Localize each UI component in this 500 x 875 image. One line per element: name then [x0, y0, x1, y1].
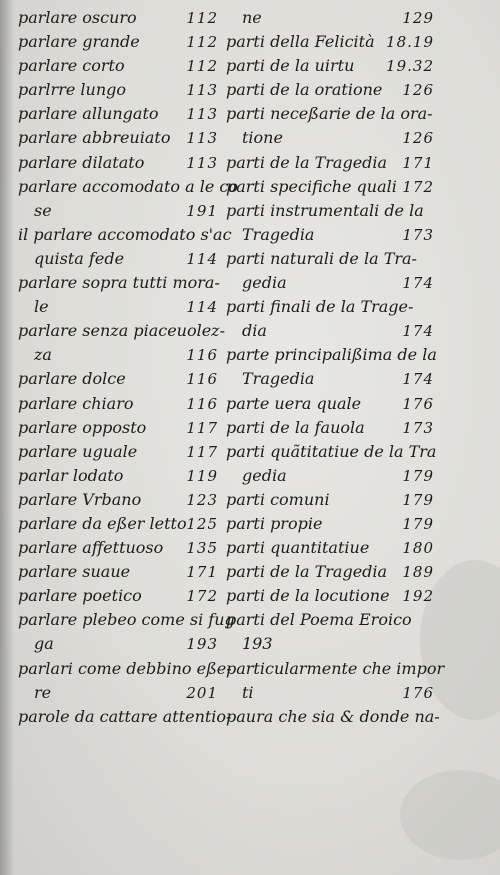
index-entry-page-number: 176 — [402, 394, 434, 413]
index-entry-text: parlare oscuro — [18, 8, 137, 27]
index-entry — [18, 440, 218, 464]
index-entry-page-number: 179 — [402, 514, 434, 533]
index-entry-page-number: 117 — [186, 418, 218, 437]
index-entry-text: parti finali de la Trage- — [226, 297, 414, 317]
index-entry-text: Tragedia — [242, 369, 315, 389]
index-entry — [18, 608, 235, 632]
index-entry — [18, 536, 218, 560]
index-entry — [226, 54, 434, 78]
index-entry-text: gedia — [242, 465, 287, 485]
index-entry — [226, 319, 434, 343]
index-entry — [226, 681, 434, 705]
index-entry — [18, 247, 218, 271]
index-entry-text: parlare plebeo come si fug — [18, 610, 235, 630]
index-entry-text: parti de la uirtu — [226, 56, 355, 76]
index-entry-page-number: 174 — [402, 370, 434, 389]
index-entry — [18, 54, 218, 78]
index-entry-text: parlare senza piaceuolez- — [18, 321, 226, 341]
index-entry-text: 193 — [242, 634, 273, 654]
index-entry-text: parti comuni — [226, 489, 330, 509]
index-entry-text: parti instrumentali de la — [226, 200, 424, 220]
index-entry — [18, 416, 218, 440]
index-entry — [18, 464, 218, 488]
index-entry-page-number: 174 — [402, 322, 434, 341]
index-entry — [226, 271, 434, 295]
index-entry-text: parlari come debbino eße- — [18, 658, 232, 678]
index-entry-text: se — [34, 200, 52, 220]
index-entry-page-number: 114 — [186, 298, 218, 317]
index-entry-text: parlare allungato — [18, 104, 159, 124]
index-entry-page-number: 179 — [402, 466, 434, 485]
index-entry-text: parlare dilatato — [18, 152, 145, 172]
index-entry-text: Tragedia — [242, 224, 315, 244]
index-entry — [18, 78, 218, 102]
index-entry — [226, 295, 434, 319]
index-entry-page-number: 117 — [186, 442, 218, 461]
index-entry — [18, 657, 232, 681]
index-entry — [226, 705, 440, 729]
index-entry-page-number: 135 — [186, 539, 218, 558]
index-entry — [226, 488, 434, 512]
index-entry-page-number: 112 — [186, 57, 218, 76]
index-entry — [226, 102, 434, 126]
index-entry-page-number: 126 — [402, 81, 434, 100]
index-entry — [18, 151, 218, 175]
index-entry-text: tione — [242, 128, 283, 148]
index-entry-page-number: 116 — [186, 346, 218, 365]
index-entry-text: parti de la locutione — [226, 586, 390, 606]
index-entry-text: dia — [242, 321, 267, 341]
index-entry-text: parlrre lungo — [18, 80, 126, 100]
index-entry — [226, 247, 434, 271]
index-entry-page-number: 193 — [186, 635, 218, 654]
index-entry — [18, 175, 239, 199]
index-entry-text: parlare corto — [18, 56, 125, 76]
index-entry-page-number: 116 — [186, 370, 218, 389]
index-entry-page-number: 201 — [186, 683, 218, 702]
index-entry-page-number: 18.19 — [386, 33, 434, 52]
index-entry — [226, 584, 434, 608]
index-entry-page-number: 119 — [186, 466, 218, 485]
index-entry — [18, 584, 218, 608]
index-entry — [226, 175, 434, 199]
index-entry-text: il parlare accomodato s'ac — [18, 224, 232, 244]
index-entry — [226, 392, 434, 416]
index-entry — [18, 392, 218, 416]
index-entry — [18, 560, 218, 584]
index-entry — [18, 705, 232, 729]
index-entry-text: ne — [242, 8, 262, 27]
index-entry-text: parlare da eßer letto — [18, 513, 187, 533]
index-entry-text: parti de la Tragedia — [226, 152, 388, 172]
index-entry — [226, 343, 437, 367]
index-entry-page-number: 126 — [402, 129, 434, 148]
index-entry — [226, 30, 434, 54]
index-entry-text: parti naturali de la Tra- — [226, 248, 417, 268]
index-entry-text: parte principalißima de la — [226, 345, 437, 365]
index-entry-text: re — [34, 682, 52, 702]
index-entry-text: parlare uguale — [18, 441, 138, 461]
index-entry-text: parlare sopra tutti mora- — [18, 273, 220, 293]
index-entry-page-number: 191 — [186, 201, 218, 220]
index-entry-page-number: 113 — [186, 129, 218, 148]
index-entry-page-number: 179 — [402, 490, 434, 509]
index-entry-page-number: 180 — [402, 539, 434, 558]
index-entry-page-number: 176 — [402, 683, 434, 702]
index-entry-page-number: 173 — [402, 225, 434, 244]
index-entry-text: parlare poetico — [18, 586, 142, 606]
index-entry-text: parole da cattare attentio- — [18, 706, 232, 726]
index-entry-text: parti de la oratione — [226, 80, 383, 100]
index-entry — [226, 199, 434, 223]
index-entry — [226, 78, 434, 102]
index-entry-text: parlare Vrbano — [18, 489, 142, 509]
paper-stain — [400, 770, 500, 860]
index-entry-text: parlare abbreuiato — [18, 128, 171, 148]
index-entry — [18, 271, 218, 295]
index-column-left — [18, 6, 239, 729]
index-entry-page-number: 125 — [186, 514, 218, 533]
index-entry — [18, 199, 218, 223]
index-entry-text: parlare dolce — [18, 369, 126, 389]
index-entry — [18, 488, 218, 512]
index-entry-text: parlare suaue — [18, 562, 131, 582]
index-entry — [18, 681, 218, 705]
page-gutter-shadow — [0, 0, 14, 875]
index-entry-text: parti de la fauola — [226, 417, 365, 437]
index-entry — [18, 295, 218, 319]
index-entry-text: za — [34, 345, 52, 365]
index-entry — [226, 512, 434, 536]
index-entry-text: parti propie — [226, 513, 323, 533]
index-entry-page-number: 129 — [402, 9, 434, 27]
index-entry — [226, 632, 434, 656]
index-entry — [18, 512, 218, 536]
index-entry-page-number: 19.32 — [386, 57, 434, 76]
index-column-right — [226, 6, 445, 729]
index-entry — [226, 608, 434, 632]
index-entry-text: particularmente che impor — [226, 658, 445, 678]
index-entry-page-number: 113 — [186, 105, 218, 124]
index-entry-page-number: 114 — [186, 249, 218, 268]
index-entry-text: ti — [242, 682, 254, 702]
index-entry-text: parte uera quale — [226, 393, 362, 413]
index-entry-text: paura che sia & donde na- — [226, 706, 440, 726]
index-entry-page-number: 112 — [186, 9, 218, 27]
index-entry — [226, 440, 437, 464]
index-entry-text: parti neceßarie de la ora- — [226, 104, 433, 124]
index-entry-page-number: 171 — [186, 563, 218, 582]
index-entry-text: le — [34, 297, 49, 317]
index-entry-text: parti quãtitatiue de la Tra — [226, 441, 437, 461]
index-entry — [18, 223, 232, 247]
index-entry — [226, 126, 434, 150]
index-entry-page-number: 172 — [186, 587, 218, 606]
index-entry-page-number: 123 — [186, 490, 218, 509]
index-entry-text: parlare chiaro — [18, 393, 134, 413]
index-entry-text: parlare affettuoso — [18, 538, 164, 558]
index-entry-text: parti specifiche quali — [226, 176, 397, 196]
index-entry-page-number: 189 — [402, 563, 434, 582]
index-entry — [226, 657, 445, 681]
index-entry-text: quista fede — [34, 248, 125, 268]
index-entry — [18, 6, 218, 30]
index-entry — [226, 151, 434, 175]
index-entry-text: parti quantitatiue — [226, 538, 370, 558]
index-entry-page-number: 172 — [402, 177, 434, 196]
index-entry — [18, 102, 218, 126]
index-entry-page-number: 174 — [402, 274, 434, 293]
index-entry — [226, 367, 434, 391]
index-entry-text: gedia — [242, 273, 287, 293]
index-entry — [226, 464, 434, 488]
index-entry-page-number: 192 — [402, 587, 434, 606]
index-entry-text: parlar lodato — [18, 465, 124, 485]
index-entry-page-number: 173 — [402, 418, 434, 437]
index-entry-text: parlare opposto — [18, 417, 147, 437]
index-entry-text: parti de la Tragedia — [226, 562, 388, 582]
index-entry — [18, 632, 218, 656]
index-entry-page-number: 171 — [402, 153, 434, 172]
index-entry-text: parlare accomodato a le co — [18, 176, 239, 196]
index-entry — [18, 343, 218, 367]
index-entry-page-number: 113 — [186, 153, 218, 172]
index-entry — [226, 560, 434, 584]
index-entry — [226, 223, 434, 247]
index-entry-page-number: 112 — [186, 33, 218, 52]
index-entry-text: parti della Felicità — [226, 32, 375, 52]
index-entry — [226, 6, 434, 30]
index-entry — [18, 319, 226, 343]
index-entry-text: parti del Poema Eroico — [226, 610, 412, 630]
index-entry-page-number: 116 — [186, 394, 218, 413]
index-entry-text: ga — [34, 634, 54, 654]
index-entry — [226, 536, 434, 560]
index-entry — [18, 367, 218, 391]
index-entry — [226, 416, 434, 440]
index-entry — [18, 30, 218, 54]
index-entry-page-number: 113 — [186, 81, 218, 100]
index-entry — [18, 126, 218, 150]
index-entry-text: parlare grande — [18, 32, 140, 52]
